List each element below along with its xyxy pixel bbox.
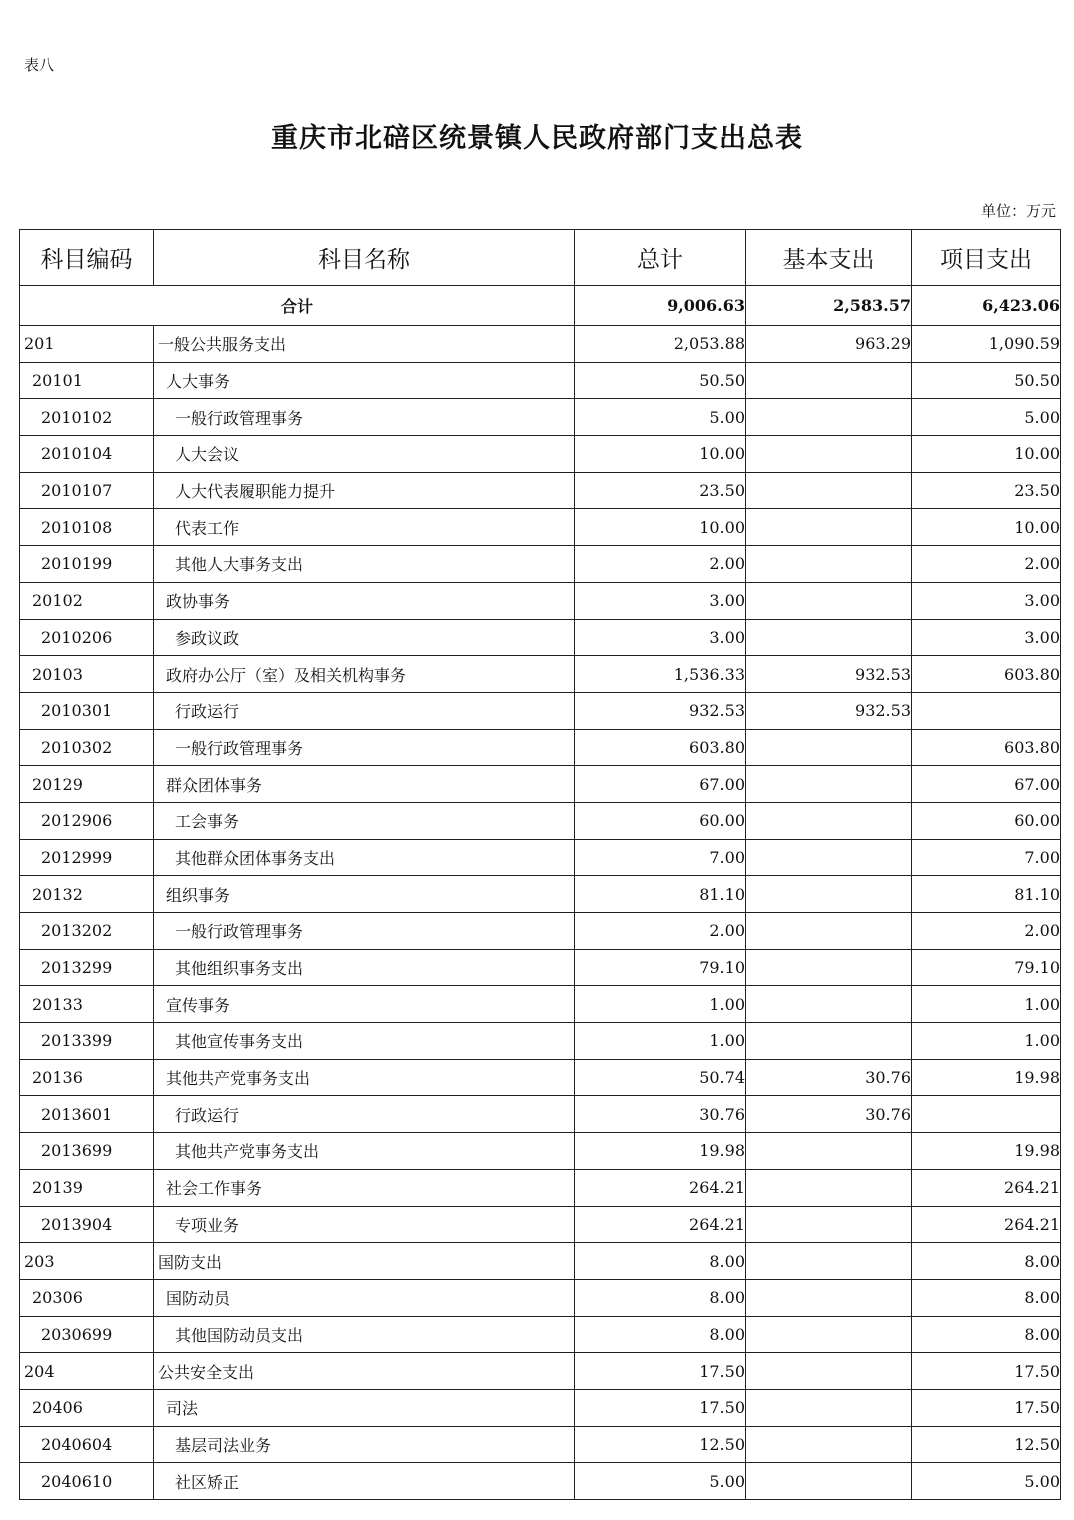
row-project: 8.00 [912,1243,1061,1280]
table-row [20,582,1061,619]
row-name: 其他群众团体事务支出 [154,839,575,876]
row-project: 10.00 [912,436,1061,473]
row-code: 20306 [20,1279,154,1316]
row-total: 3.00 [575,619,746,656]
table-row [20,509,1061,546]
row-basic [746,1389,912,1426]
row-project [912,1096,1061,1133]
row-project: 67.00 [912,766,1061,803]
header-project: 项目支出 [912,230,1061,286]
row-code: 20102 [20,582,154,619]
expenditure-table [19,229,1061,1500]
row-project: 81.10 [912,876,1061,913]
table-row [20,436,1061,473]
row-basic [746,619,912,656]
row-project: 2.00 [912,913,1061,950]
row-total: 30.76 [575,1096,746,1133]
table-row [20,326,1061,363]
row-project: 17.50 [912,1389,1061,1426]
table-row [20,692,1061,729]
table-row [20,1059,1061,1096]
row-basic [746,949,912,986]
row-code: 2010107 [20,472,154,509]
table-row [20,399,1061,436]
row-total: 10.00 [575,509,746,546]
row-project: 50.50 [912,362,1061,399]
table-row [20,619,1061,656]
table-row [20,1023,1061,1060]
row-name: 人大事务 [154,362,575,399]
row-basic [746,582,912,619]
header-code: 科目编码 [20,230,154,286]
table-row [20,839,1061,876]
row-name: 行政运行 [154,1096,575,1133]
row-basic [746,729,912,766]
row-project: 264.21 [912,1206,1061,1243]
row-project: 79.10 [912,949,1061,986]
row-project [912,692,1061,729]
table-row [20,1389,1061,1426]
header-row [20,230,1061,286]
row-basic: 963.29 [746,326,912,363]
row-name: 行政运行 [154,692,575,729]
table-row [20,876,1061,913]
row-total: 19.98 [575,1133,746,1170]
table-row [20,1206,1061,1243]
table-number-label: 表八 [24,56,55,74]
row-name: 国防支出 [154,1243,575,1280]
row-name: 基层司法业务 [154,1426,575,1463]
row-basic: 932.53 [746,656,912,693]
row-basic [746,1353,912,1390]
row-code: 20129 [20,766,154,803]
unit-label: 单位：万元 [980,202,1056,220]
row-total: 5.00 [575,399,746,436]
row-total: 2,053.88 [575,326,746,363]
row-total: 10.00 [575,436,746,473]
row-basic [746,472,912,509]
row-name: 一般行政管理事务 [154,913,575,950]
total-basic: 2,583.57 [746,286,912,326]
row-basic [746,913,912,950]
row-basic [746,1206,912,1243]
row-total: 8.00 [575,1316,746,1353]
row-code: 2013202 [20,913,154,950]
row-total: 1.00 [575,986,746,1023]
row-basic [746,802,912,839]
row-basic: 30.76 [746,1059,912,1096]
row-name: 其他宣传事务支出 [154,1023,575,1060]
row-code: 2030699 [20,1316,154,1353]
row-code: 20132 [20,876,154,913]
row-code: 20406 [20,1389,154,1426]
row-total: 264.21 [575,1169,746,1206]
table-row [20,362,1061,399]
table-row [20,1133,1061,1170]
row-basic [746,986,912,1023]
table-row [20,1169,1061,1206]
document-title: 重庆市北碚区统景镇人民政府部门支出总表 [271,123,803,154]
row-name: 专项业务 [154,1206,575,1243]
row-name: 社会工作事务 [154,1169,575,1206]
row-code: 2013299 [20,949,154,986]
table-row [20,1096,1061,1133]
row-total: 932.53 [575,692,746,729]
row-total: 2.00 [575,913,746,950]
row-code: 201 [20,326,154,363]
table-row [20,949,1061,986]
row-project: 23.50 [912,472,1061,509]
total-project: 6,423.06 [912,286,1061,326]
row-project: 10.00 [912,509,1061,546]
row-code: 2010102 [20,399,154,436]
row-code: 20136 [20,1059,154,1096]
row-total: 3.00 [575,582,746,619]
header-basic: 基本支出 [746,230,912,286]
table-row [20,986,1061,1023]
row-code: 2013904 [20,1206,154,1243]
row-total: 17.50 [575,1389,746,1426]
row-name: 社区矫正 [154,1463,575,1500]
row-name: 人大会议 [154,436,575,473]
row-name: 群众团体事务 [154,766,575,803]
row-total: 50.50 [575,362,746,399]
row-basic [746,876,912,913]
table-row [20,913,1061,950]
row-total: 50.74 [575,1059,746,1096]
table-row [20,1463,1061,1500]
row-basic: 30.76 [746,1096,912,1133]
row-basic [746,436,912,473]
row-name: 人大代表履职能力提升 [154,472,575,509]
row-project: 603.80 [912,729,1061,766]
row-total: 1,536.33 [575,656,746,693]
row-code: 2040610 [20,1463,154,1500]
row-basic [746,1169,912,1206]
row-name: 工会事务 [154,802,575,839]
row-total: 7.00 [575,839,746,876]
row-code: 204 [20,1353,154,1390]
row-name: 一般公共服务支出 [154,326,575,363]
row-total: 603.80 [575,729,746,766]
row-project: 19.98 [912,1059,1061,1096]
row-project: 19.98 [912,1133,1061,1170]
row-project: 12.50 [912,1426,1061,1463]
row-project: 8.00 [912,1316,1061,1353]
row-name: 国防动员 [154,1279,575,1316]
row-code: 20139 [20,1169,154,1206]
row-code: 20101 [20,362,154,399]
row-code: 2013601 [20,1096,154,1133]
row-total: 23.50 [575,472,746,509]
row-basic [746,546,912,583]
row-basic [746,399,912,436]
row-code: 2013699 [20,1133,154,1170]
row-name: 一般行政管理事务 [154,729,575,766]
row-basic [746,362,912,399]
row-basic [746,1023,912,1060]
row-total: 8.00 [575,1243,746,1280]
row-code: 2040604 [20,1426,154,1463]
row-total: 8.00 [575,1279,746,1316]
table-row [20,472,1061,509]
row-basic [746,1133,912,1170]
row-name: 其他人大事务支出 [154,546,575,583]
row-code: 2010206 [20,619,154,656]
row-code: 2010108 [20,509,154,546]
row-name: 参政议政 [154,619,575,656]
row-total: 17.50 [575,1353,746,1390]
row-code: 2010302 [20,729,154,766]
table-row [20,1353,1061,1390]
row-name: 宣传事务 [154,986,575,1023]
row-project: 7.00 [912,839,1061,876]
table-row [20,729,1061,766]
table-row [20,766,1061,803]
row-project: 1.00 [912,986,1061,1023]
row-project: 3.00 [912,619,1061,656]
row-name: 一般行政管理事务 [154,399,575,436]
total-row [20,286,1061,326]
row-code: 20103 [20,656,154,693]
table-row [20,802,1061,839]
row-basic [746,1279,912,1316]
row-basic [746,1243,912,1280]
total-label: 合计 [20,286,575,326]
row-name: 政协事务 [154,582,575,619]
row-code: 2012999 [20,839,154,876]
row-code: 20133 [20,986,154,1023]
row-name: 其他共产党事务支出 [154,1059,575,1096]
row-project: 17.50 [912,1353,1061,1390]
row-basic [746,766,912,803]
row-basic [746,1316,912,1353]
row-project: 60.00 [912,802,1061,839]
total-total: 9,006.63 [575,286,746,326]
header-total: 总计 [575,230,746,286]
row-code: 2010301 [20,692,154,729]
row-name: 其他国防动员支出 [154,1316,575,1353]
row-total: 12.50 [575,1426,746,1463]
row-total: 5.00 [575,1463,746,1500]
row-basic: 932.53 [746,692,912,729]
row-project: 603.80 [912,656,1061,693]
row-project: 5.00 [912,1463,1061,1500]
row-project: 2.00 [912,546,1061,583]
row-name: 公共安全支出 [154,1353,575,1390]
table-row [20,1316,1061,1353]
row-code: 2013399 [20,1023,154,1060]
row-basic [746,1463,912,1500]
row-total: 1.00 [575,1023,746,1060]
row-total: 79.10 [575,949,746,986]
row-name: 组织事务 [154,876,575,913]
row-project: 3.00 [912,582,1061,619]
header-name: 科目名称 [154,230,575,286]
row-basic [746,509,912,546]
row-code: 2010104 [20,436,154,473]
table-row [20,656,1061,693]
row-name: 司法 [154,1389,575,1426]
row-total: 81.10 [575,876,746,913]
table-row [20,1426,1061,1463]
table-row [20,1279,1061,1316]
row-name: 政府办公厅（室）及相关机构事务 [154,656,575,693]
row-total: 2.00 [575,546,746,583]
row-project: 1,090.59 [912,326,1061,363]
row-basic [746,839,912,876]
row-project: 8.00 [912,1279,1061,1316]
row-name: 其他共产党事务支出 [154,1133,575,1170]
row-code: 2010199 [20,546,154,583]
row-basic [746,1426,912,1463]
table-row [20,546,1061,583]
row-name: 其他组织事务支出 [154,949,575,986]
row-total: 67.00 [575,766,746,803]
row-project: 1.00 [912,1023,1061,1060]
row-project: 5.00 [912,399,1061,436]
table-row [20,1243,1061,1280]
row-name: 代表工作 [154,509,575,546]
row-code: 2012906 [20,802,154,839]
row-code: 203 [20,1243,154,1280]
row-total: 60.00 [575,802,746,839]
row-total: 264.21 [575,1206,746,1243]
row-project: 264.21 [912,1169,1061,1206]
